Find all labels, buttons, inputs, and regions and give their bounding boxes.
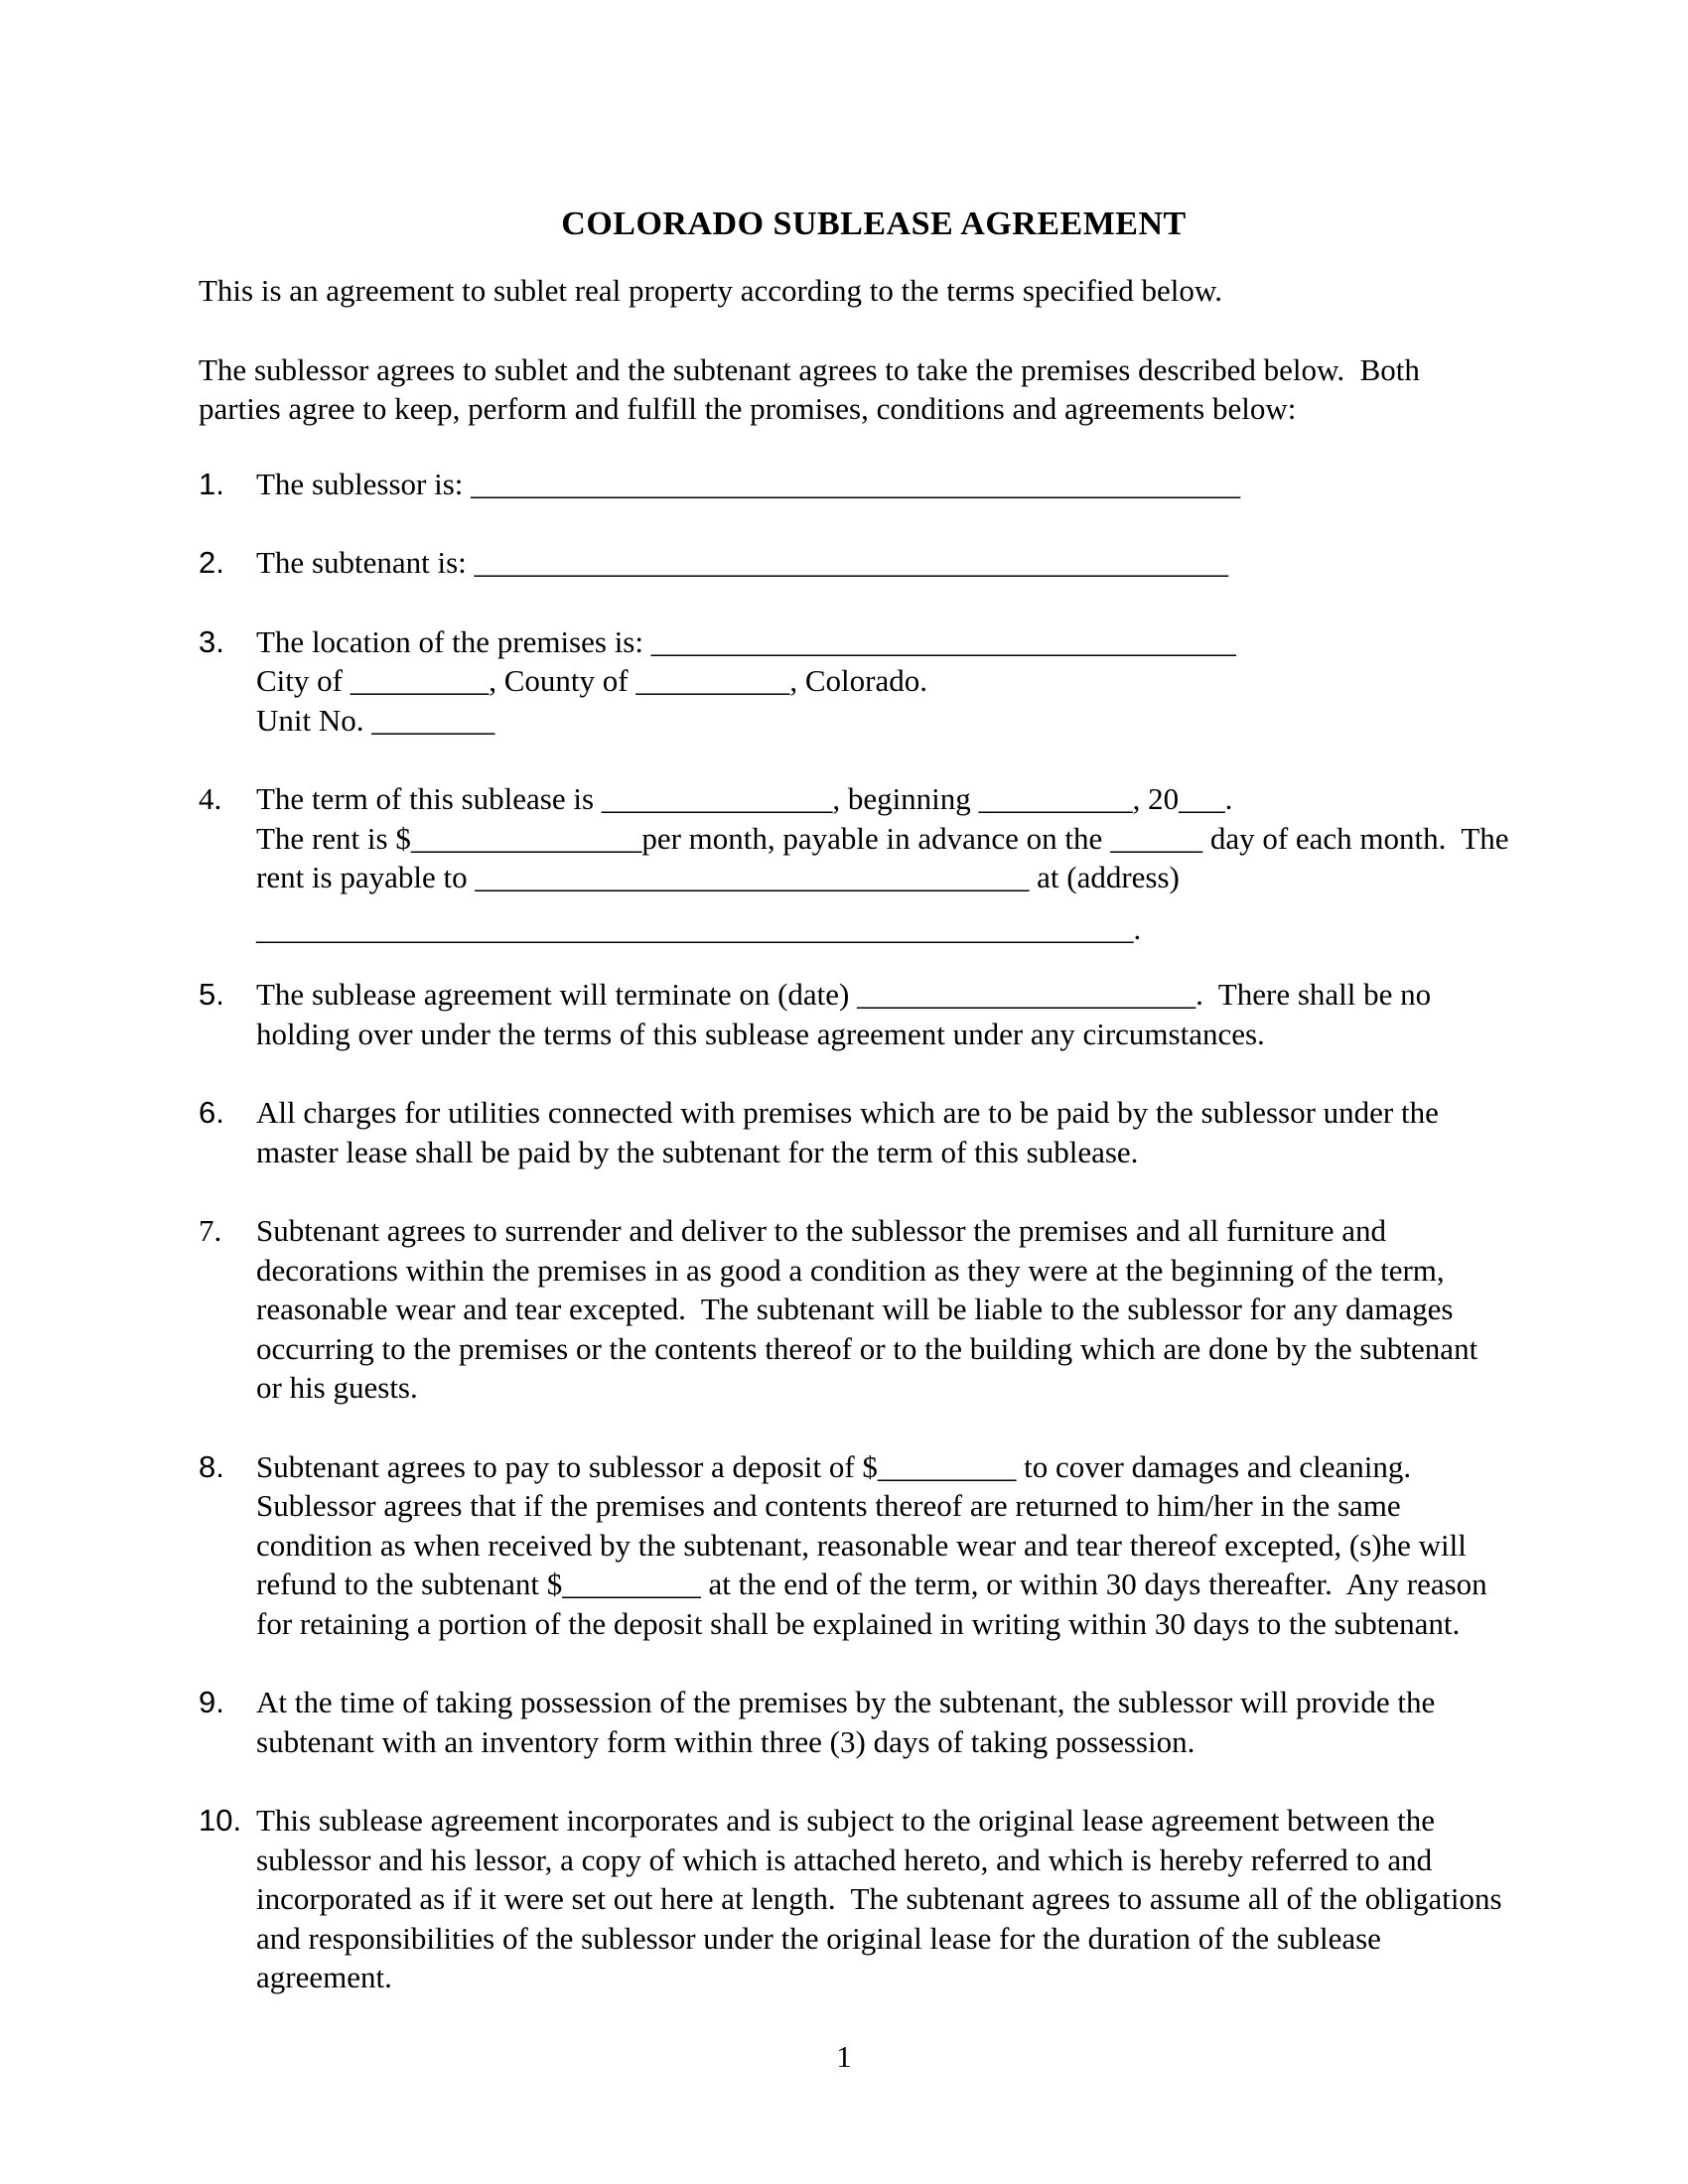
item-body xyxy=(256,779,1509,948)
text-line xyxy=(256,858,1509,897)
text-run: parties agree to keep, perform and fulfill the promises, conditions and agreements below: xyxy=(199,391,1297,426)
item-body xyxy=(256,465,1240,504)
text-line xyxy=(256,1368,1477,1408)
text-line xyxy=(256,1251,1477,1291)
text-run: Subtenant agrees to pay to sublessor a deposit of $ xyxy=(256,1448,878,1484)
text-line xyxy=(256,701,1236,741)
text-run: The term of this sublease is xyxy=(256,781,602,816)
text-run: At the time of taking possession of the premises by the subtenant, the sublessor will provide the xyxy=(256,1685,1436,1719)
blank-field: ________ xyxy=(371,702,495,738)
text-run: The sublessor is: xyxy=(256,466,472,501)
text-run: , beginning xyxy=(832,781,979,816)
item-body xyxy=(256,1801,1502,1997)
blank-field: __________ xyxy=(978,781,1133,816)
text-line xyxy=(256,1290,1477,1329)
text-line xyxy=(256,1722,1435,1762)
text-run: , Colorado. xyxy=(789,663,927,698)
text-run: All charges for utilities connected with premises which are to be paid by the sublessor under the xyxy=(256,1095,1439,1130)
blank-field: _________ xyxy=(562,1567,701,1601)
text-line xyxy=(256,1329,1477,1369)
blank-field: _______________ xyxy=(601,781,833,816)
list-item-10 xyxy=(199,1801,1549,1997)
text-run: The sublease agreement will terminate on (date) xyxy=(256,977,858,1012)
text-line xyxy=(256,661,1236,701)
numbered-clauses xyxy=(199,465,1549,1997)
blank-field: _________________________________________________________ xyxy=(256,910,1134,946)
text-run: The subtenant is: xyxy=(256,545,475,580)
text-run: master lease shall be paid by the subtenant for the term of this sublease. xyxy=(256,1134,1139,1169)
document-content xyxy=(0,205,1688,1997)
text-run: or his guests. xyxy=(256,1370,418,1405)
text-run: The rent is $ xyxy=(256,820,411,856)
text-run: The location of the premises is: xyxy=(256,623,651,659)
item-number: 4. xyxy=(199,781,222,816)
list-item-1 xyxy=(199,465,1549,504)
paragraph xyxy=(199,350,1549,429)
text-line xyxy=(256,1841,1502,1880)
item-body xyxy=(256,1447,1487,1644)
item-number: 3. xyxy=(199,623,224,659)
item-number: 2. xyxy=(199,545,224,580)
text-line xyxy=(256,1015,1431,1054)
list-item-3 xyxy=(199,622,1549,741)
item-number: 1. xyxy=(199,466,224,501)
text-run: condition as when received by the subtenant, reasonable wear and tear thereof excepted, (s)he will xyxy=(256,1527,1467,1563)
text-run: at the end of the term, or within 30 days thereafter. Any reason xyxy=(700,1567,1487,1601)
text-run: Subtenant agrees to surrender and deliver to the sublessor the premises and all furniture and xyxy=(256,1213,1387,1248)
text-run: occurring to the premises or the contents thereof or to the building which are done by the subtenant xyxy=(256,1330,1478,1366)
text-line xyxy=(256,819,1509,859)
blank-field: ____________________________________ xyxy=(475,860,1030,894)
item-number: 8. xyxy=(199,1448,224,1484)
text-run: City of xyxy=(256,663,351,698)
text-run: agreement. xyxy=(256,1960,392,1994)
list-item-7 xyxy=(199,1211,1549,1408)
text-run: per month, payable in advance on the xyxy=(641,820,1111,856)
text-run: , 20 xyxy=(1132,781,1180,816)
text-line xyxy=(256,1683,1435,1722)
item-body xyxy=(256,1093,1439,1171)
text-line xyxy=(256,622,1236,662)
blank-field: ___ xyxy=(1179,781,1225,816)
text-line xyxy=(256,1919,1502,1959)
text-run: decorations within the premises in as good a condition as they were at the beginning of the term, xyxy=(256,1252,1445,1288)
item-body xyxy=(256,1211,1477,1408)
page-number: 1 xyxy=(836,2038,852,2074)
text-line xyxy=(256,1211,1477,1251)
text-run: subtenant with an inventory form within three (3) days of taking possession. xyxy=(256,1723,1196,1759)
text-run: . There shall be no xyxy=(1196,977,1432,1012)
item-number: 7. xyxy=(199,1213,222,1248)
blank-field: _______________ xyxy=(410,820,642,856)
text-run: , County of xyxy=(489,663,636,698)
text-run: Sublessor agrees that if the premises and contents thereof are returned to him/her in the same xyxy=(256,1488,1401,1523)
text-run: at (address) xyxy=(1029,860,1180,894)
item-number: 9. xyxy=(199,1685,224,1719)
text-line xyxy=(256,1447,1487,1487)
intro-paragraphs xyxy=(199,271,1549,429)
blank-field: __________________________________________________ xyxy=(471,466,1241,501)
text-line xyxy=(256,543,1228,583)
text-line xyxy=(256,779,1509,819)
text-line xyxy=(256,1604,1487,1644)
text-run: . xyxy=(1224,781,1233,816)
blank-field: __________ xyxy=(635,663,790,698)
text-run: refund to the subtenant $ xyxy=(256,1567,563,1601)
text-line xyxy=(199,271,1549,311)
item-number: 10. xyxy=(199,1803,242,1838)
blank-field: _________________________________________________ xyxy=(474,545,1229,580)
text-line xyxy=(256,465,1240,504)
text-run: incorporated as if it were set out here at length. The subtenant agrees to assume all of the obligations xyxy=(256,1881,1502,1916)
item-body xyxy=(256,1683,1435,1761)
text-line xyxy=(256,1093,1439,1133)
blank-field: ______________________________________ xyxy=(650,623,1236,659)
text-run: The sublessor agrees to sublet and the subtenant agrees to take the premises described below. Both xyxy=(199,351,1420,387)
blank-field: ______ xyxy=(1110,820,1203,856)
text-line xyxy=(256,1565,1487,1604)
text-line xyxy=(256,909,1509,949)
list-item-4 xyxy=(199,779,1549,948)
text-run: to cover damages and cleaning. xyxy=(1016,1448,1412,1484)
text-run: rent is payable to xyxy=(256,860,476,894)
text-run: This sublease agreement incorporates and is subject to the original lease agreement between the xyxy=(256,1803,1436,1838)
item-number: 5. xyxy=(199,977,224,1012)
blank-field: ______________________ xyxy=(857,977,1196,1012)
list-item-9 xyxy=(199,1683,1549,1761)
text-run: for retaining a portion of the deposit shall be explained in writing within 30 days to the subtenant. xyxy=(256,1605,1461,1641)
text-line xyxy=(256,975,1431,1015)
text-line xyxy=(256,1133,1439,1172)
text-line xyxy=(256,1958,1502,1997)
text-run: holding over under the terms of this sublease agreement under any circumstances. xyxy=(256,1016,1265,1051)
text-run: Unit No. xyxy=(256,702,372,738)
item-body xyxy=(256,622,1236,741)
blank-field: _________ xyxy=(350,663,490,698)
list-item-6 xyxy=(199,1093,1549,1171)
text-run: This is an agreement to sublet real property according to the terms specified below. xyxy=(199,273,1222,308)
text-line xyxy=(256,1486,1487,1526)
text-line xyxy=(199,350,1549,390)
list-item-5 xyxy=(199,975,1549,1053)
item-body xyxy=(256,975,1431,1053)
text-run: and responsibilities of the sublessor under the original lease for the duration of the sublease xyxy=(256,1920,1381,1956)
paragraph xyxy=(199,271,1549,311)
text-line xyxy=(256,1801,1502,1841)
blank-field: _________ xyxy=(877,1448,1017,1484)
text-line xyxy=(256,1526,1487,1566)
list-item-8 xyxy=(199,1447,1549,1644)
item-body xyxy=(256,543,1228,583)
text-run: reasonable wear and tear excepted. The subtenant will be liable to the sublessor for any damages xyxy=(256,1292,1454,1326)
list-item-2 xyxy=(199,543,1549,583)
text-line xyxy=(199,389,1549,429)
text-run: sublessor and his lessor, a copy of which is attached hereto, and which is hereby referred to and xyxy=(256,1842,1433,1877)
document-title: COLORADO SUBLEASE AGREEMENT xyxy=(561,205,1187,242)
text-line xyxy=(256,1879,1502,1919)
text-run: . xyxy=(1133,910,1142,946)
item-number: 6. xyxy=(199,1095,224,1130)
text-run: day of each month. The xyxy=(1202,820,1509,856)
